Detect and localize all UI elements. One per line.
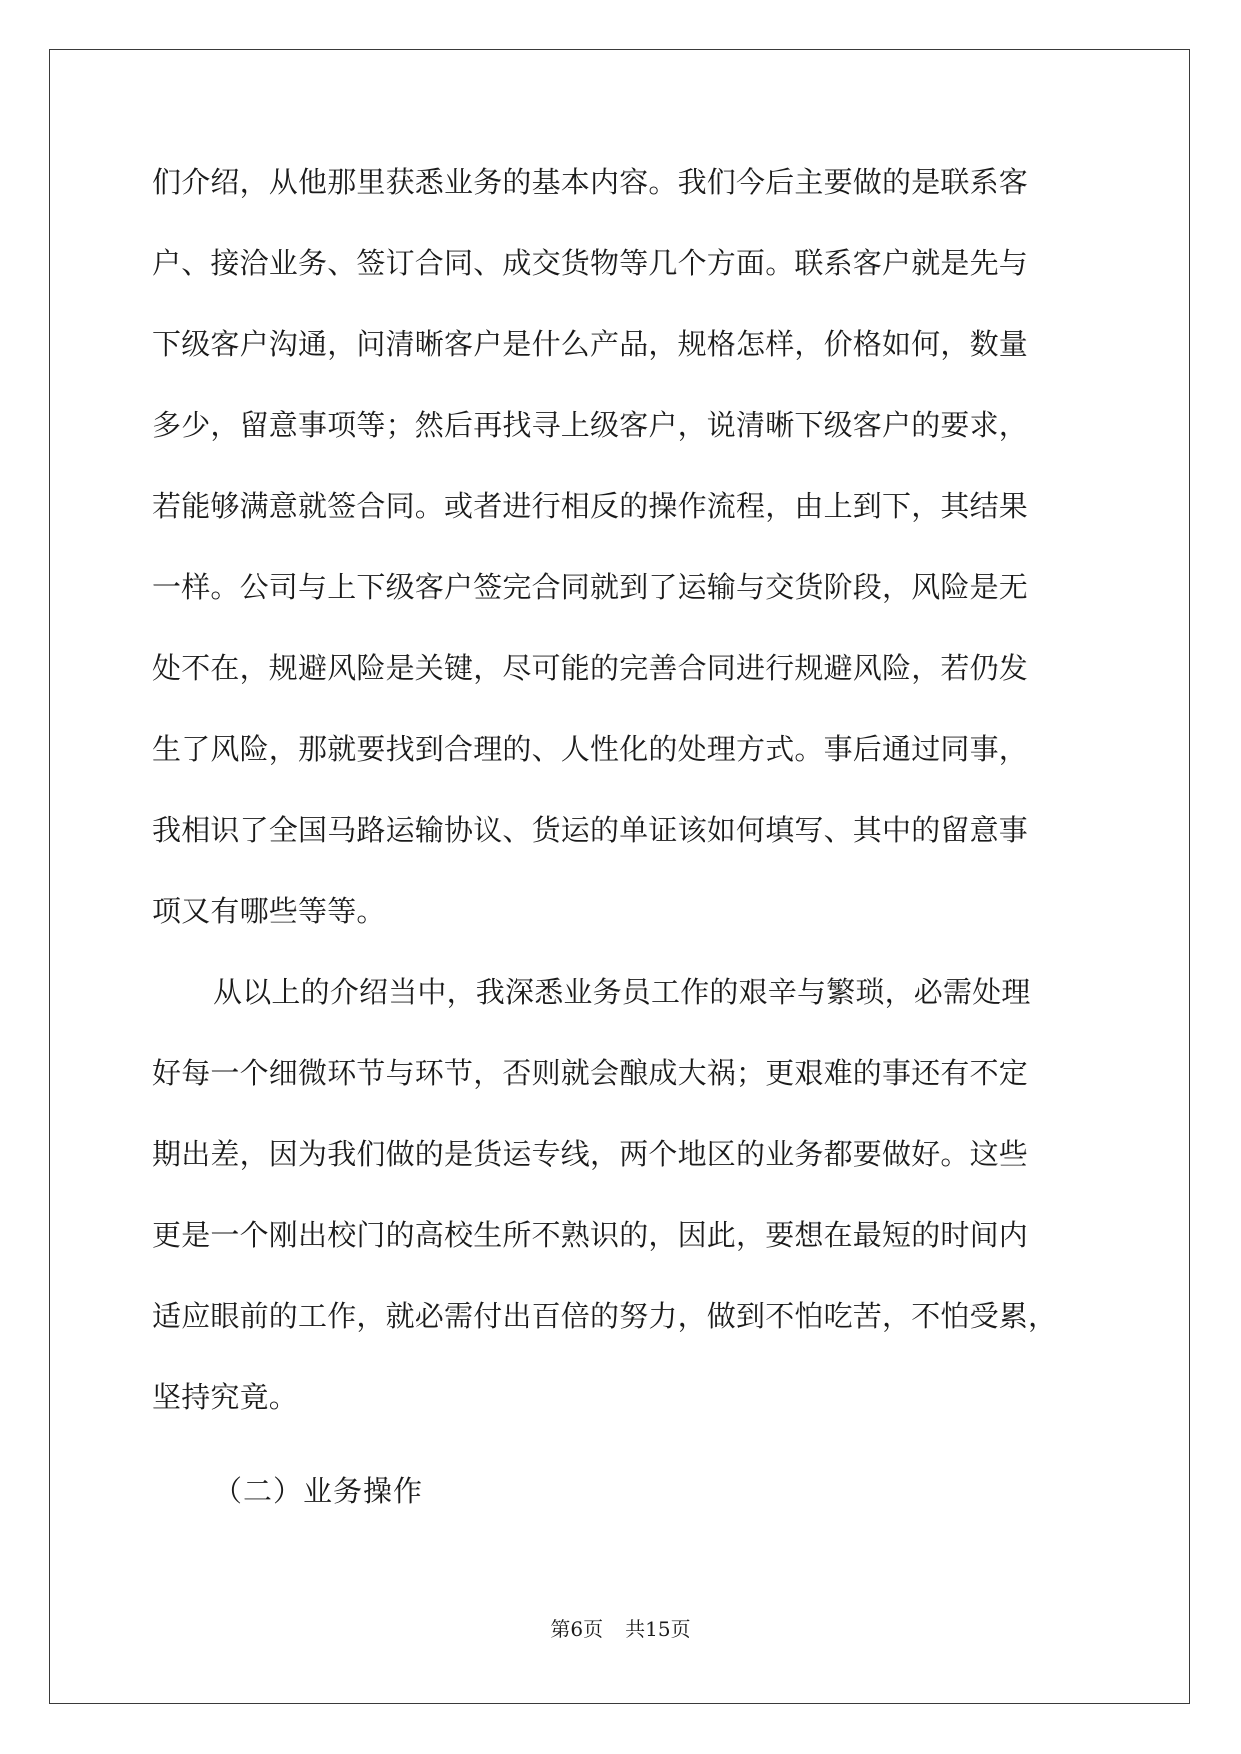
text-line: 项又有哪些等等。 <box>152 894 386 928</box>
text-line: 一样。公司与上下级客户签完合同就到了运输与交货阶段，风险是无 <box>152 570 1029 604</box>
text-line: 期出差，因为我们做的是货运专线，两个地区的业务都要做好。这些 <box>152 1137 1029 1171</box>
text-line: 生了风险，那就要找到合理的、人性化的处理方式。事后通过同事， <box>152 732 1029 766</box>
text-line: 下级客户沟通，问清晰客户是什么产品，规格怎样，价格如何，数量 <box>152 327 1029 361</box>
text-line: 好每一个细微环节与环节，否则就会酿成大祸；更艰难的事还有不定 <box>152 1056 1029 1090</box>
text-line: 我相识了全国马路运输协议、货运的单证该如何填写、其中的留意事 <box>152 813 1029 847</box>
text-line: 坚持究竟。 <box>152 1380 299 1414</box>
body-text <box>152 162 1092 1458</box>
section-heading: （二）业务操作 <box>213 1474 424 1508</box>
page-number: 第6页 <box>550 1617 604 1641</box>
text-line: 处不在，规避风险是关键，尽可能的完善合同进行规避风险，若仍发 <box>152 651 1029 685</box>
total-pages: 共15页 <box>625 1617 691 1641</box>
text-line: 们介绍，从他那里获悉业务的基本内容。我们今后主要做的是联系客 <box>152 165 1029 199</box>
text-line: 适应眼前的工作，就必需付出百倍的努力，做到不怕吃苦，不怕受累， <box>152 1299 1058 1333</box>
text-line: 多少，留意事项等；然后再找寻上级客户，说清晰下级客户的要求， <box>152 408 1029 442</box>
page-footer <box>0 1613 1241 1642</box>
text-line: 若能够满意就签合同。或者进行相反的操作流程，由上到下，其结果 <box>152 489 1029 523</box>
text-line: 更是一个刚出校门的高校生所不熟识的，因此，要想在最短的时间内 <box>152 1218 1029 1252</box>
paragraph-start-line: 从以上的介绍当中，我深悉业务员工作的艰辛与繁琐，必需处理 <box>213 975 1031 1009</box>
text-line: 户、接洽业务、签订合同、成交货物等几个方面。联系客户就是先与 <box>152 246 1029 280</box>
